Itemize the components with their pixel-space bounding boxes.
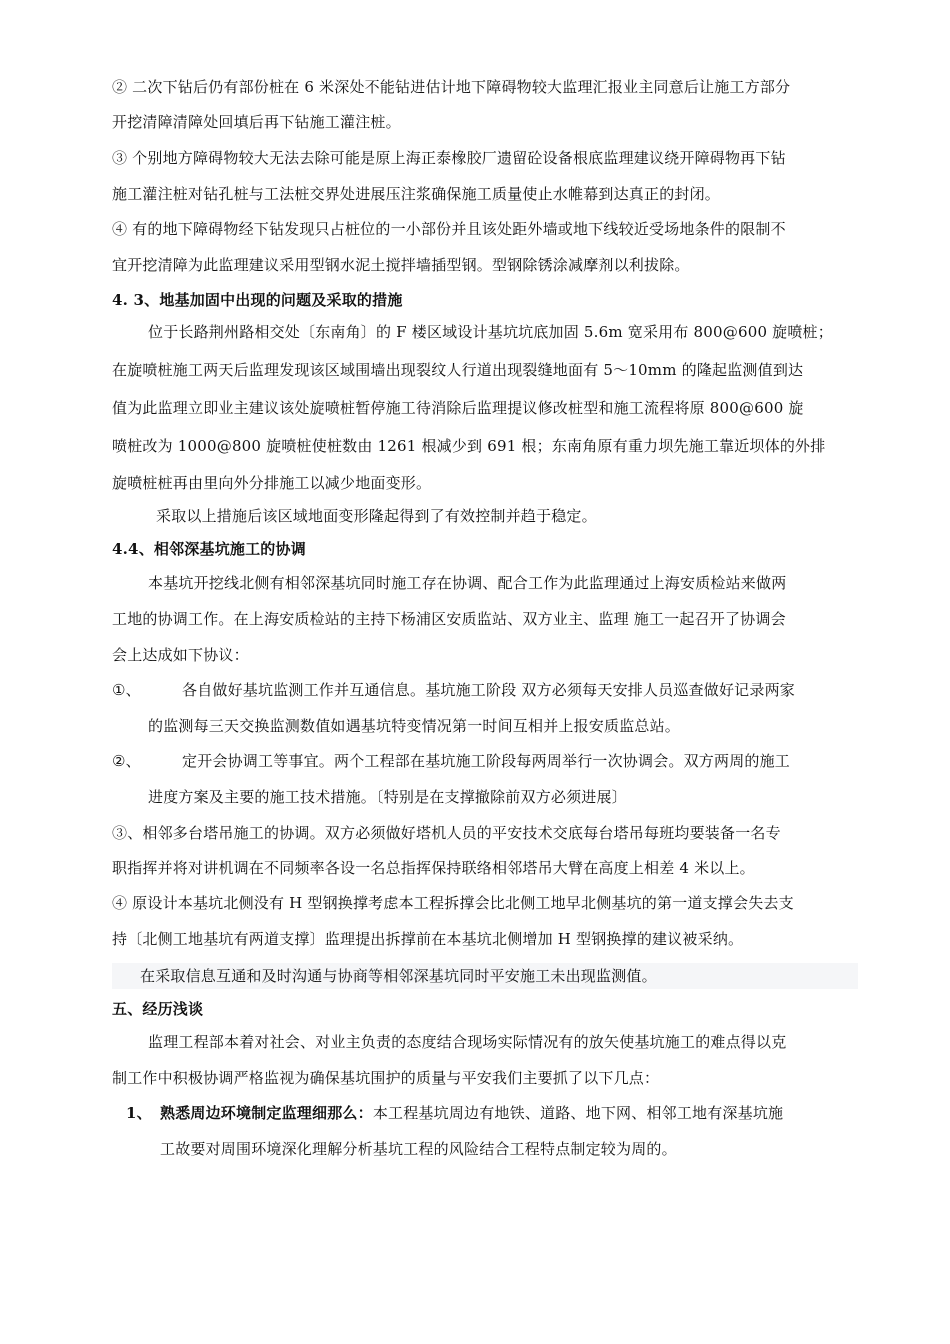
paragraph-line: 制工作中积极协调严格监视为确保基坑围护的质量与平安我们主要抓了以下几点： [112, 1069, 660, 1087]
list-item-text: 本工程基坑周边有地铁、道路、地下网、相邻工地有深基坑施 [372, 1104, 784, 1122]
list-item-line: 定开会协调工等事宜。两个工程部在基坑施工阶段每两周举行一次协调会。双方两周的施工 [182, 752, 791, 770]
paragraph-line: 会上达成如下协议： [112, 646, 249, 664]
section-heading: 4.4、相邻深基坑施工的协调 [112, 540, 306, 558]
list-item-line: ④ 原设计本基坑北侧没有 H 型钢换撑考虑本工程拆撑会比北侧工地早北侧基坑的第一道支撑会失去支 [112, 894, 794, 912]
highlighted-paragraph: 在采取信息互通和及时沟通与协商等相邻深基坑同时平安施工未出现监测值。 [112, 963, 858, 989]
paragraph-line: 宜开挖清障为此监理建议采用型钢水泥土搅拌墙插型钢。型钢除锈涂减摩剂以利拔除。 [112, 256, 690, 274]
list-item-line: ③、相邻多台塔吊施工的协调。双方必须做好塔机人员的平安技术交底每台塔吊每班均要装备一名专 [112, 824, 781, 842]
list-item-line: 持〔北侧工地基坑有两道支撑〕监理提出拆撑前在本基坑北侧增加 H 型钢换撑的建议被采纳。 [112, 930, 744, 948]
paragraph-line: 采取以上措施后该区域地面变形隆起得到了有效控制并趋于稳定。 [156, 507, 597, 525]
paragraph-line: 监理工程部本着对社会、对业主负责的态度结合现场实际情况有的放矢使基坑施工的难点得以克 [148, 1033, 787, 1051]
list-item-line: 工故要对周围环境深化理解分析基坑工程的风险结合工程特点制定较为周的。 [160, 1140, 677, 1158]
section-heading: 五、经历浅谈 [112, 1000, 204, 1018]
paragraph-line: 在旋喷桩施工两天后监理发现该区域围墙出现裂纹人行道出现裂缝地面有 5～10mm 的隆起监测值到达 [112, 361, 804, 379]
paragraph-line: ② 二次下钻后仍有部份桩在 6 米深处不能钻进估计地下障碍物较大监理汇报业主同意后让施工方部分 [112, 78, 791, 96]
list-item-number: ②、 [112, 752, 141, 770]
list-item-number: 1、 [126, 1104, 152, 1122]
section-heading: 4. 3、地基加固中出现的问题及采取的措施 [112, 291, 403, 309]
list-item-title: 熟悉周边环境制定监理细那么： [160, 1104, 373, 1122]
list-item-line: 进度方案及主要的施工技术措施。〔特别是在支撑撤除前双方必须进展〕 [148, 788, 627, 806]
paragraph-line: ③ 个别地方障碍物较大无法去除可能是原上海正泰橡胶厂遗留砼设备根底监理建议绕开障碍物再下钻 [112, 149, 786, 167]
paragraph-line: 旋喷桩桩再由里向外分排施工以减少地面变形。 [112, 474, 432, 492]
list-item-line [160, 1103, 783, 1123]
list-item-line: 职指挥并将对讲机调在不同频率各设一名总指挥保持联络相邻塔吊大臂在高度上相差 4 米以上。 [112, 859, 755, 877]
list-item-line: 各自做好基坑监测工作并互通信息。基坑施工阶段 双方必须每天安排人员巡查做好记录两家 [182, 681, 795, 699]
list-item-number: ①、 [112, 681, 141, 699]
paragraph-line: 工地的协调工作。在上海安质检站的主持下杨浦区安质监站、双方业主、监理 施工一起召开了协调会 [112, 610, 786, 628]
paragraph-line: 本基坑开挖线北侧有相邻深基坑同时施工存在协调、配合工作为此监理通过上海安质检站来做两 [148, 574, 787, 592]
list-item-line: 的监测每三天交换监测数值如遇基坑特变情况第一时间互相并上报安质监总站。 [148, 717, 681, 735]
paragraph-line: 值为此监理立即业主建议该处旋喷桩暂停施工待消除后监理提议修改桩型和施工流程将原 800@600 旋 [112, 399, 804, 417]
paragraph-line: 施工灌注桩对钻孔桩与工法桩交界处进展压注浆确保施工质量使止水帷幕到达真正的封闭。 [112, 185, 721, 203]
paragraph-line: 开挖清障清障处回填后再下钻施工灌注桩。 [112, 113, 401, 131]
paragraph-line: 位于长路荆州路相交处〔东南角〕的 F 楼区域设计基坑坑底加固 5.6m 宽采用布 800@600 旋喷桩； [148, 323, 833, 341]
paragraph-line: 喷桩改为 1000@800 旋喷桩使桩数由 1261 根减少到 691 根；东南角原有重力坝先施工靠近坝体的外排 [112, 437, 826, 455]
paragraph-line: ④ 有的地下障碍物经下钻发现只占桩位的一小部份并且该处距外墙或地下线较近受场地条件的限制不 [112, 220, 786, 238]
